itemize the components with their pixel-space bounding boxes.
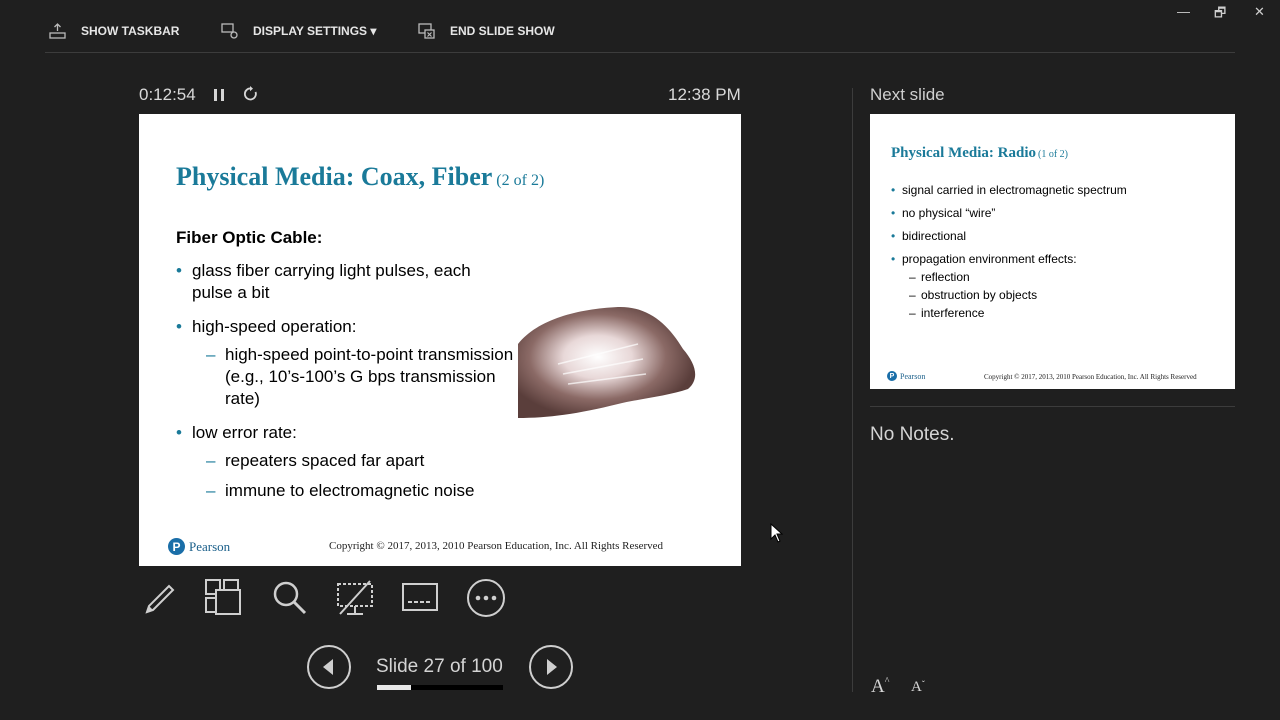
decrease-font-button[interactable]	[911, 679, 925, 696]
next-slide-sub-bullet: – reflection	[891, 269, 1211, 285]
next-slide-sub-bullet: – interference	[891, 305, 1211, 321]
next-slide-bullet-text: signal carried in electromagnetic spectrum	[902, 183, 1127, 197]
next-slide-bullet-text: propagation environment effects:	[902, 252, 1077, 266]
next-slide-body	[891, 182, 1211, 328]
slide-heading: Fiber Optic Cable:	[176, 228, 323, 247]
next-slide-bullet-text: no physical “wire”	[902, 206, 996, 220]
next-slide-preview[interactable]	[870, 114, 1235, 389]
pearson-logo	[168, 538, 230, 555]
slide-sub-bullet: – immune to electromagnetic noise	[176, 480, 516, 502]
next-slide-bullet	[891, 182, 1211, 198]
next-slide-bullet	[891, 205, 1211, 221]
taskbar-icon	[49, 22, 67, 40]
restart-timer-icon[interactable]	[242, 85, 260, 103]
slide-progress-bar	[377, 685, 503, 690]
show-taskbar-button[interactable]	[49, 22, 179, 40]
subtitles-icon[interactable]	[400, 578, 440, 618]
slide-counter: Slide 27 of 100	[376, 656, 503, 677]
increase-font-label: A	[871, 676, 885, 697]
display-settings-button[interactable]	[221, 22, 376, 40]
next-slide-label: Next slide	[870, 85, 945, 104]
slide-sub-bullet: – repeaters spaced far apart	[176, 450, 516, 472]
slide-bullet	[176, 316, 516, 410]
increase-font-caret-icon: ^	[884, 676, 890, 687]
next-slide-bullet-text: bidirectional	[902, 229, 967, 243]
next-slide-bullet	[891, 251, 1211, 321]
black-screen-icon[interactable]	[335, 578, 375, 618]
pearson-logo-text: Pearson	[189, 538, 231, 554]
display-settings-icon	[221, 22, 239, 40]
current-time: 12:38 PM	[668, 85, 741, 104]
pearson-logo-text: Pearson	[900, 371, 926, 381]
elapsed-timer: 0:12:54	[139, 85, 196, 104]
slide-title	[176, 162, 544, 192]
end-slide-show-button[interactable]	[418, 22, 555, 40]
slide-title-sub: (2 of 2)	[496, 172, 545, 189]
next-slide-button[interactable]	[529, 645, 573, 689]
slides-grid-icon[interactable]	[204, 578, 244, 618]
current-slide[interactable]	[139, 114, 741, 566]
end-show-icon	[418, 22, 436, 40]
slide-bullet-text: low error rate:	[192, 423, 297, 442]
decrease-font-caret-icon: ˇ	[921, 679, 925, 689]
slide-copyright: Copyright © 2017, 2013, 2010 Pearson Education, Inc. All Rights Reserved	[329, 540, 664, 552]
slide-sub-bullet: – high-speed point-to-point transmission (e.g., 10’s-100’s G bps transmission rate)	[176, 344, 516, 410]
previous-slide-button[interactable]	[307, 645, 351, 689]
notes-divider	[870, 406, 1235, 407]
close-button[interactable]: ✕	[1254, 4, 1265, 19]
restore-button[interactable]: 🗗	[1214, 5, 1227, 20]
display-settings-label: DISPLAY SETTINGS ▾	[253, 24, 377, 38]
increase-font-button[interactable]	[871, 676, 889, 698]
slide-title-text: Physical Media: Coax, Fiber	[176, 162, 493, 191]
next-slide-pearson-logo	[887, 371, 925, 381]
decrease-font-label: A	[911, 679, 922, 695]
speaker-notes: No Notes.	[870, 424, 955, 445]
minimize-button[interactable]: —	[1177, 4, 1190, 19]
next-slide-bullet	[891, 228, 1211, 244]
show-taskbar-label: SHOW TASKBAR	[81, 24, 180, 38]
slide-bullet	[176, 260, 516, 304]
next-slide-sub-bullet: – obstruction by objects	[891, 287, 1211, 303]
toolbar-divider	[45, 52, 1235, 53]
more-icon[interactable]	[466, 578, 506, 618]
slide-progress-fill	[377, 685, 411, 690]
pearson-logo-icon: P	[887, 371, 897, 381]
fiber-optic-hand-image	[518, 304, 700, 418]
slide-bullet-text: high-speed operation:	[192, 317, 357, 336]
panel-divider	[852, 88, 853, 692]
pen-icon[interactable]	[139, 578, 179, 618]
pause-timer-icon[interactable]	[210, 86, 228, 104]
next-slide-title	[891, 145, 1068, 162]
pearson-logo-icon: P	[168, 538, 185, 555]
slide-bullet-text: glass fiber carrying light pulses, each pulse a bit	[192, 261, 471, 302]
mouse-cursor-icon	[770, 523, 784, 543]
next-slide-title-text: Physical Media: Radio	[891, 145, 1036, 161]
slide-bullet	[176, 422, 516, 502]
zoom-icon[interactable]	[270, 578, 310, 618]
next-slide-copyright: Copyright © 2017, 2013, 2010 Pearson Education, Inc. All Rights Reserved	[984, 373, 1197, 381]
end-slide-show-label: END SLIDE SHOW	[450, 24, 555, 38]
next-slide-title-sub: (1 of 2)	[1038, 149, 1068, 160]
slide-body	[176, 260, 516, 514]
